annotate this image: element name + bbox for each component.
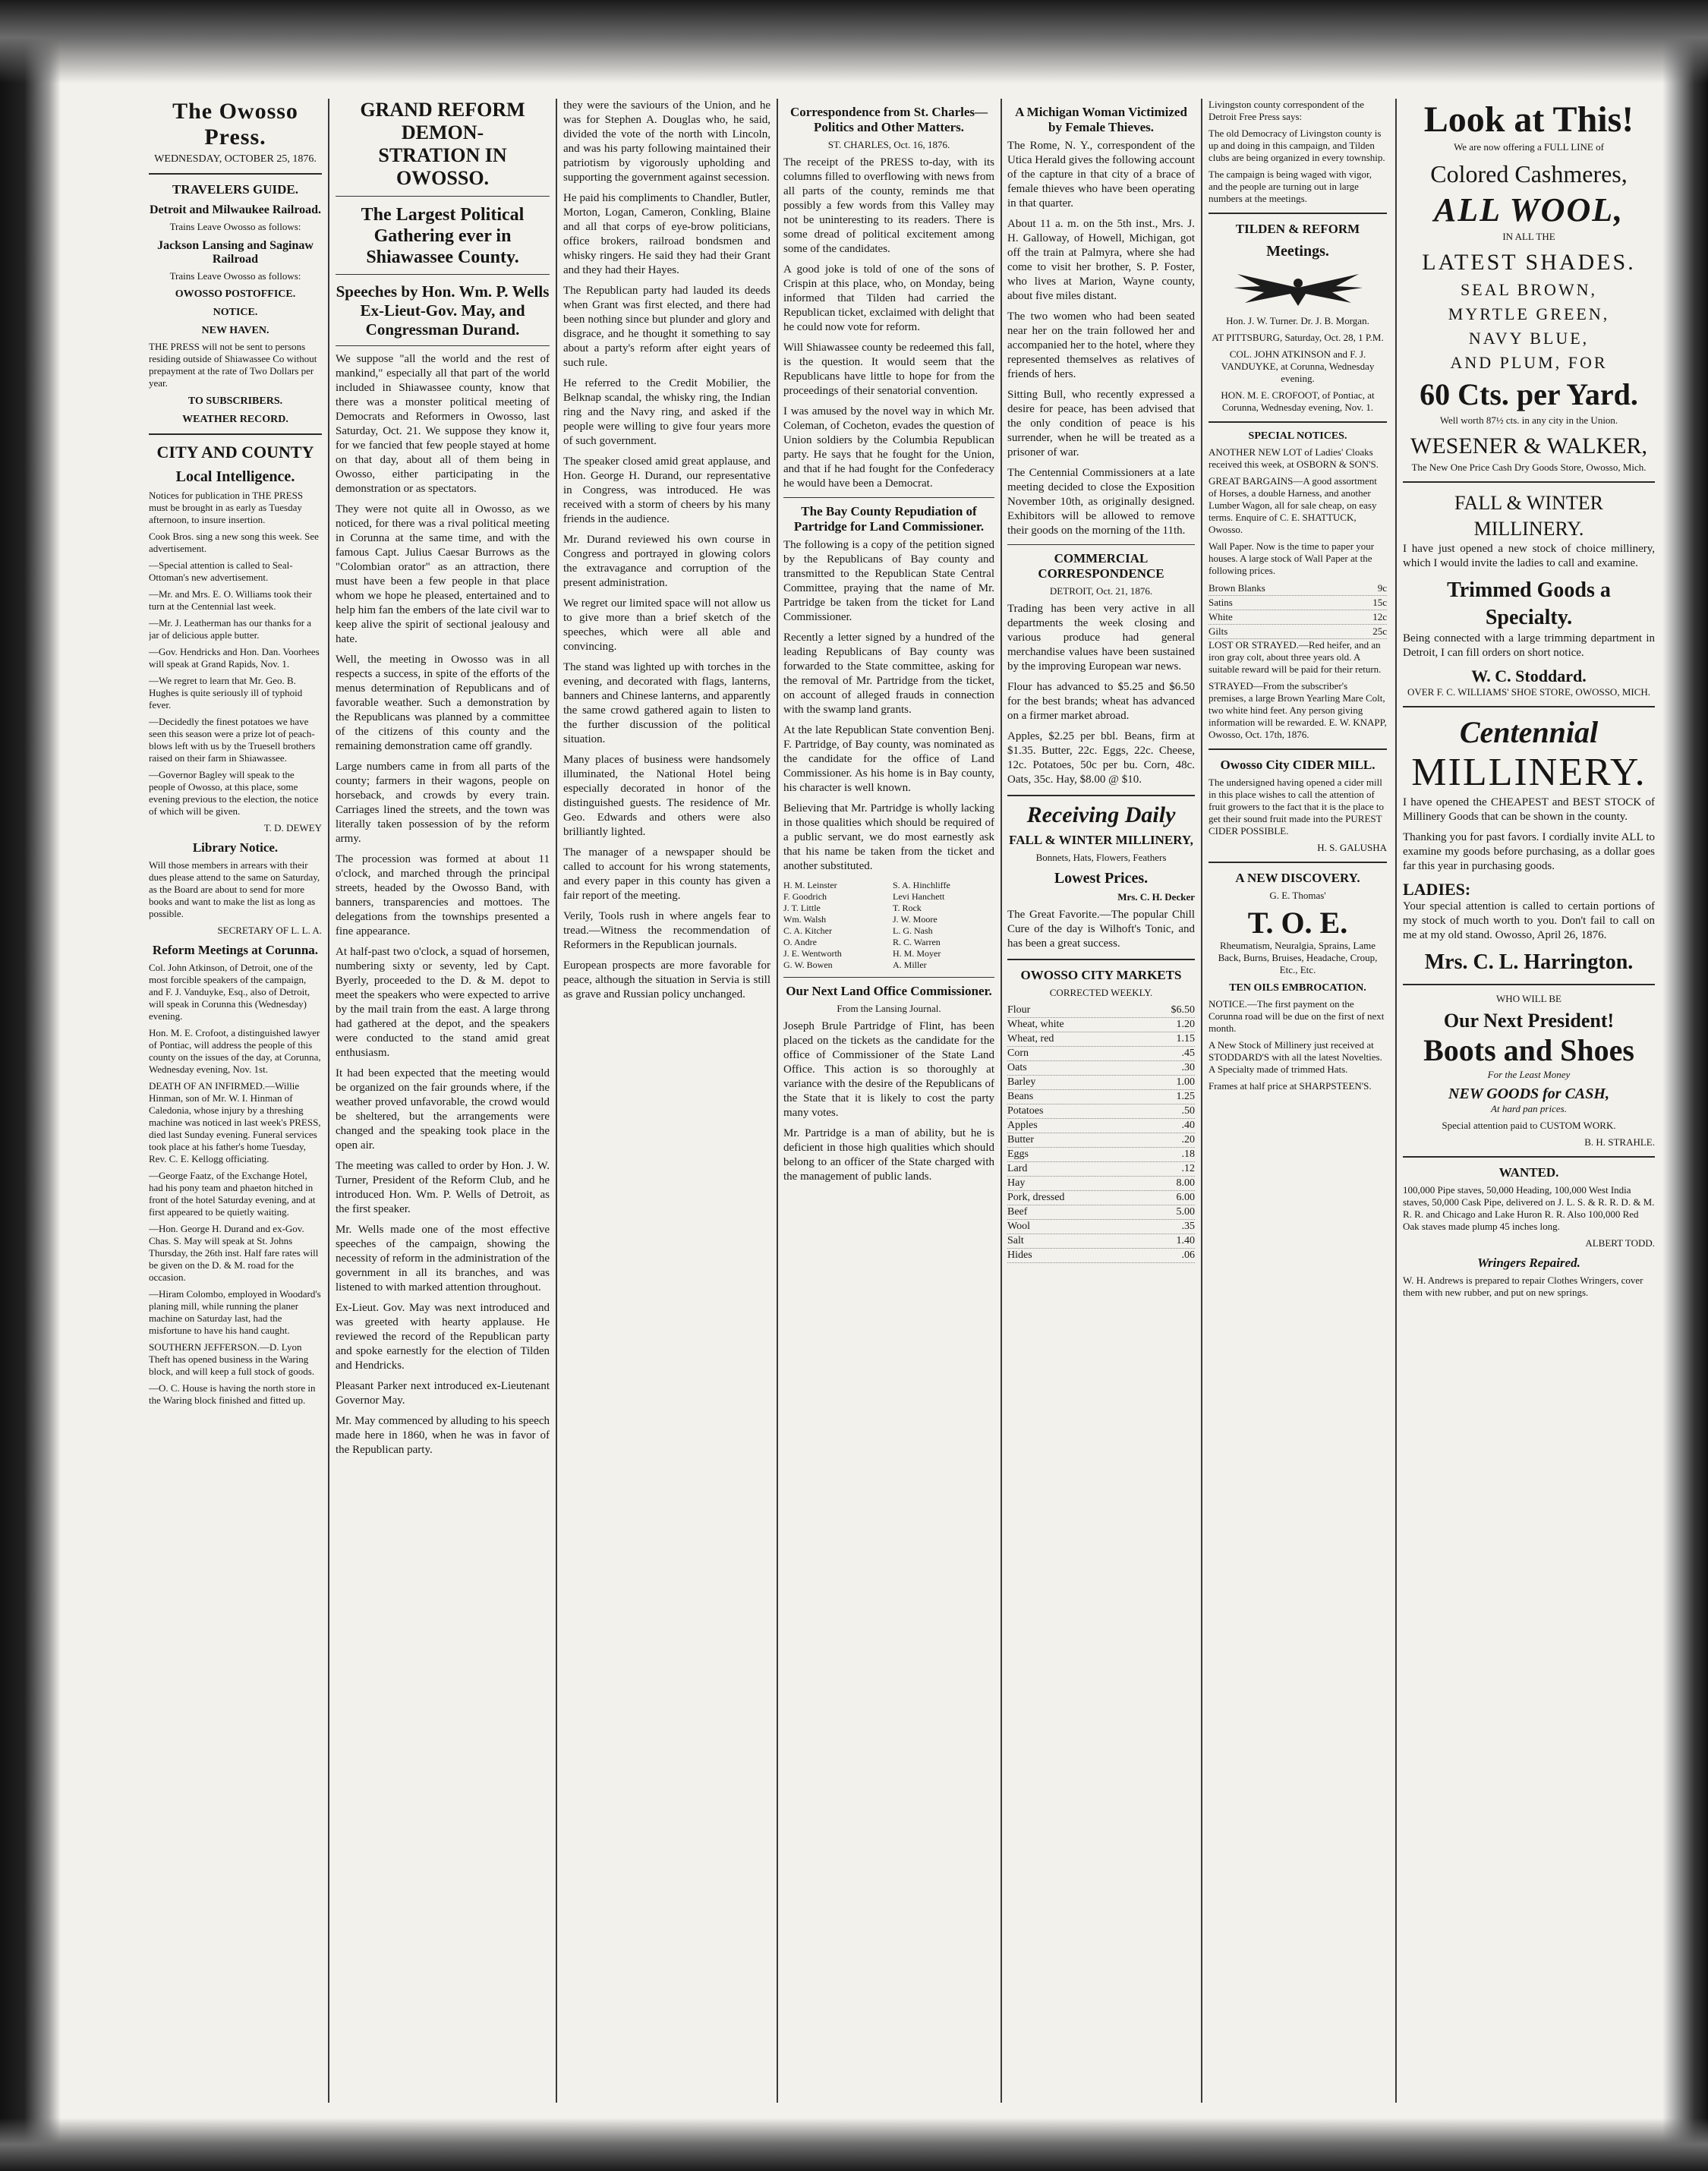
color-option: SEAL BROWN,: [1460, 280, 1598, 299]
reform-heading: Reform Meetings at Corunna.: [152, 943, 319, 957]
millinery-heading: MILLINERY.: [1411, 751, 1647, 794]
market-row-price: .35: [1181, 1221, 1195, 1232]
dateline: ST. CHARLES, Oct. 16, 1876.: [827, 139, 950, 150]
market-row: [1007, 1047, 1195, 1061]
in-all-text: IN ALL THE: [1502, 231, 1555, 242]
article-deck-1: The Largest Political Gathering ever in Shiawassee County.: [361, 205, 525, 267]
special-notice: Wall Paper. Now is the time to paper your houses. A large stock of Wall Paper at the following prices.: [1209, 540, 1375, 576]
boots-sub: For the Least Money: [1487, 1069, 1571, 1080]
wallpaper-row-price: 12c: [1372, 611, 1387, 622]
travelers-guide-heading: TRAVELERS GUIDE.: [172, 182, 298, 197]
article-paragraph: He paid his compliments to Chandler, Butler, Morton, Logan, Cameron, Conkling, Blaine and all that corps of eye-brow politicians, office brokers, railroad bondsmen and whisky ringers. He said they had their Grant and they had their Hayes.: [563, 192, 770, 276]
signature-name: H. M. Moyer: [893, 948, 941, 959]
todd-signature: ALBERT TODD.: [1585, 1237, 1655, 1249]
livingston-note: Livingston county correspondent of the Detroit Free Press says:: [1209, 99, 1365, 122]
signature-name: J. T. Little: [783, 903, 821, 913]
market-row-label: Beans: [1007, 1091, 1034, 1102]
signature-name: C. A. Kitcher: [783, 925, 832, 936]
market-row-price: $6.50: [1171, 1004, 1195, 1016]
wallpaper-row: [1209, 625, 1387, 639]
market-row: [1007, 1148, 1195, 1162]
receiving-daily-heading: Receiving Daily: [1026, 802, 1176, 827]
page-scan-edge-right: [1662, 0, 1708, 2171]
special-notice: GREAT BARGAINS—A good assortment of Horses, a double Harness, and another Lumber Wagon, all for sale cheap, on easy terms. Enquire of C. E. SHATTUCK, Owosso.: [1209, 475, 1377, 535]
market-row-label: Hay: [1007, 1177, 1026, 1189]
boots-shoes-heading: Boots and Shoes: [1423, 1033, 1634, 1067]
all-wool-heading: ALL WOOL,: [1433, 191, 1624, 228]
receiving-items: Bonnets, Hats, Flowers, Feathers: [1035, 852, 1167, 863]
rail2-heading: Jackson Lansing and Saginaw Railroad: [157, 239, 314, 266]
local-heading: Local Intelligence.: [175, 468, 295, 485]
colombo-item: —Hiram Colombo, employed in Woodard's planing mill, while running the planer machine on Saturday last, had the misfortune to have his hand caught.: [149, 1288, 321, 1336]
article-paragraph: We suppose "all the world and the rest of mankind," especially all that part of the world included in Shiawassee county, know that there was a monster political meeting of Democrats and Reformers in Owosso, last Saturday, Oct. 21. We suppose they know it, for we fancied that few people stayed at home on that day, about all of them being in Owosso, either participating in the demonstration or as spectators.: [336, 353, 550, 495]
latest-shades-heading: LATEST SHADES.: [1422, 250, 1636, 275]
livingston-paragraph: The campaign is being waged with vigor, and the people are turning out in large numbers at the meetings.: [1209, 169, 1372, 204]
market-row: [1007, 1205, 1195, 1220]
market-row: [1007, 1104, 1195, 1119]
custom-text: Special attention paid to CUSTOM WORK.: [1442, 1120, 1616, 1131]
subscribers-heading: TO SUBSCRIBERS.: [188, 395, 283, 407]
article-paragraph: they were the saviours of the Union, and he was for Stephen A. Douglas who, he said, divided the vote of the north with Lincoln, and was his party following maintained their patriotism by vigorously upholding and supporting the government against secession.: [563, 99, 770, 184]
wallpaper-row-price: 15c: [1372, 597, 1387, 608]
market-row: [1007, 1249, 1195, 1263]
article-paragraph: The Rome, N. Y., correspondent of the Utica Herald gives the following account of the capture in that city of a brace of female thieves who have been operating in that quarter.: [1007, 140, 1195, 210]
masthead-title: The Owosso Press.: [172, 99, 298, 150]
article-paragraph: Believing that Mr. Partridge is wholly lacking in those qualities which should be required of a public servant, we do most earnestly ask that his name be taken from the ticket and another substituted.: [783, 802, 994, 872]
article-paragraph: The following is a copy of the petition signed by the Republicans of Bay county and transmitted to the Republican State Central Committee, praying that the name of Mr. Partridge be taken from the ticket for Land Commissioner.: [783, 539, 994, 623]
article-paragraph: Pleasant Parker next introduced ex-Lieutenant Governor May.: [336, 1380, 550, 1407]
market-row-price: 1.00: [1176, 1076, 1195, 1088]
market-row-label: Lard: [1007, 1163, 1028, 1174]
look-at-this-heading: Look at This!: [1423, 99, 1634, 140]
notice-text: NOTICE.—The first payment on the Corunna road will be due on the first of next month.: [1209, 998, 1385, 1034]
signature-name: A. Miller: [893, 959, 927, 970]
markets-heading: OWOSSO CITY MARKETS: [1020, 968, 1182, 982]
divider: [336, 274, 550, 275]
commercial-paragraph: Apples, $2.25 per bbl. Beans, firm at $1.35. Butter, 22c. Eggs, 22c. Cheese, 12c. Potatoes, 50c per bu. Corn, 48c. Oats, 35c. Hay, $8.00 @ $10.: [1007, 730, 1195, 786]
column-4: [783, 99, 994, 2103]
wallpaper-row-price: 9c: [1377, 582, 1387, 594]
column-7-advertisements: [1403, 99, 1655, 2103]
column-5: [1007, 99, 1195, 2103]
divider: [1209, 213, 1387, 214]
divider: [1209, 421, 1387, 423]
market-row: [1007, 1004, 1195, 1018]
article-paragraph: Large numbers came in from all parts of the county; farmers in their wagons, people on horseback, and crowds by every train. Carriages lined the streets, and the town was literally taken possession of by the reform army.: [336, 761, 550, 845]
market-row: [1007, 1018, 1195, 1032]
meeting-item: COL. JOHN ATKINSON and F. J. VANDUYKE, at Corunna, Wednesday evening.: [1221, 348, 1375, 384]
market-row: [1007, 1162, 1195, 1177]
signature-name: G. W. Bowen: [783, 959, 833, 970]
wanted-heading: WANTED.: [1498, 1165, 1559, 1180]
market-row-price: 1.15: [1176, 1033, 1195, 1045]
frames-text: Frames at half price at SHARPSTEEN'S.: [1209, 1080, 1372, 1092]
ladies-text: Your special attention is called to certain portions of my stock of much worth to you. Don't fail to call on me at my old stand. Owosso, April 26, 1876.: [1403, 900, 1655, 941]
article-paragraph: The speaker closed amid great applause, and Hon. George H. Durand, our representative in Congress, was introduced. He was received with a storm of cheers by his many friends in the audience.: [563, 455, 770, 525]
local-item: —Mr. J. Leatherman has our thanks for a jar of delicious apple butter.: [149, 617, 312, 641]
divider: [336, 196, 550, 197]
divider: [1007, 544, 1195, 545]
market-row-price: 5.00: [1176, 1206, 1195, 1218]
library-signature: SECRETARY OF L. L. A.: [217, 925, 322, 936]
signature-name: J. W. Moore: [893, 914, 938, 925]
signature-name: R. C. Warren: [893, 937, 941, 947]
signature-name: O. Andre: [783, 937, 817, 947]
article-paragraph: The Republican party had lauded its deeds when Grant was first elected, and there had been nothing since but plunder and glory and disgrace, and he thought it something to say about a party's reform after eight years of such rule.: [563, 285, 770, 369]
commercial-paragraph: Flour has advanced to $5.25 and $6.50 for the best brands; wheat has advanced on a firmer market abroad.: [1007, 681, 1195, 722]
market-row-label: Beef: [1007, 1206, 1028, 1218]
signature-name: L. G. Nash: [893, 925, 933, 936]
worth-text: Well worth 87½ cts. in any city in the Union.: [1439, 414, 1618, 426]
tilden-heading: TILDEN & REFORM: [1235, 222, 1360, 236]
wallpaper-row-label: Gilts: [1209, 625, 1228, 637]
article-paragraph: Joseph Brule Partridge of Flint, has been placed on the tickets as the candidate for the office of Commissioner of the State Land Office. This action is so thoroughly at variance with the desire of the Republicans of the State that it is likely to cost the party many votes.: [783, 1020, 994, 1119]
next-president-heading: Our Next President!: [1443, 1010, 1615, 1032]
new-goods-heading: NEW GOODS for CASH,: [1448, 1086, 1609, 1102]
signature-name: F. Goodrich: [783, 891, 827, 902]
divider: [1007, 795, 1195, 796]
price-heading: 60 Cts. per Yard.: [1420, 377, 1638, 411]
market-row: [1007, 1076, 1195, 1090]
wallpaper-row-label: White: [1209, 611, 1233, 622]
article-paragraph: I was amused by the novel way in which Mr. Coleman, of Cocheton, evades the question of Union soldiers by the Columbia Republican party. He says that he fought for the Union, and that if he had fought for the Confederacy he would have been a Democrat.: [783, 405, 994, 490]
wallpaper-row-label: Satins: [1209, 597, 1233, 608]
toe-logo: T. O. E.: [1247, 906, 1348, 940]
article-paragraph: Well, the meeting in Owosso was in all respects a success, in spite of the efforts of the menus determination of Republicans and of favorable weather. Such a demonstration by the Republicans was planned by a committee of the citizens of this county and the remaining demonstration came off grandly.: [336, 654, 550, 752]
article-paragraph: Ex-Lieut. Gov. May was next introduced and was greeted with hearty applause. He reviewed the record of the Republican party and spoke earnestly for the election of Tilden and Hendricks.: [336, 1302, 550, 1372]
divider: [1403, 984, 1655, 985]
column-1: [149, 99, 322, 2103]
market-row-price: .12: [1181, 1163, 1195, 1174]
article-paragraph: The two women who had been seated near her on the train followed her and accompanied her to the hotel, where they represented themselves as relatives of friends of hers.: [1007, 310, 1195, 380]
market-row: [1007, 1032, 1195, 1047]
toe-list: Rheumatism, Neuralgia, Sprains, Lame Back, Burns, Bruises, Headache, Croup, Etc., Etc.: [1218, 940, 1378, 975]
article-paragraph: He referred to the Credit Mobilier, the Belknap scandal, the whisky ring, the Indian ring and the Navy ring, and asked if the people were willing to give four years more of such government.: [563, 377, 770, 447]
market-row-label: Corn: [1007, 1048, 1029, 1059]
article-paragraph: European prospects are more favorable for peace, although the situation in Servia is still as grave and Russian policy unchanged.: [563, 959, 770, 1000]
divider: [1403, 481, 1655, 483]
article-heading: Correspondence from St. Charles—Politics and Other Matters.: [789, 105, 988, 134]
market-row: [1007, 1220, 1195, 1234]
market-row-label: Wool: [1007, 1221, 1030, 1232]
market-row: [1007, 1234, 1195, 1249]
special-notice: STRAYED—From the subscriber's premises, a large Brown Yearling Mare Colt, two white hind feet. Any person giving information will be rewarded. E. W. KNAPP, Owosso, Oct. 17th, 1876.: [1209, 680, 1387, 740]
library-heading: Library Notice.: [192, 840, 279, 855]
commercial-paragraph: Trading has been very active in all departments the week closing and various produce had general merchandise values have been sustained by the improving European war news.: [1007, 603, 1195, 673]
masthead-date: WEDNESDAY, OCTOBER 25, 1876.: [154, 153, 317, 165]
market-row-label: Eggs: [1007, 1149, 1029, 1160]
signature-name: Wm. Walsh: [783, 914, 827, 925]
color-option: MYRTLE GREEN,: [1448, 304, 1610, 323]
article-paragraph: Verily, Tools rush in where angels fear to tread.—Witness the recommendation of Reformers in the Republican journals.: [563, 910, 770, 951]
article-paragraph: The meeting was called to order by Hon. J. W. Turner, President of the Reform Club, and he introduced Hon. Wm. P. Wells of Detroit, as the first speaker.: [336, 1160, 550, 1215]
market-row: [1007, 1061, 1195, 1076]
markets-list: [1007, 1004, 1195, 1263]
market-row-price: .18: [1181, 1149, 1195, 1160]
local-item: —Gov. Hendricks and Hon. Dan. Voorhees will speak at Grand Rapids, Nov. 1.: [149, 646, 320, 670]
firm-sub: The New One Price Cash Dry Goods Store, Owosso, Mich.: [1411, 462, 1647, 473]
commercial-date: DETROIT, Oct. 21, 1876.: [1049, 585, 1153, 597]
local-item: —Mr. and Mrs. E. O. Williams took their turn at the Centennial last week.: [149, 588, 312, 612]
meeting-item: AT PITTSBURG, Saturday, Oct. 28, 1 P.M.: [1212, 332, 1384, 343]
market-row-label: Apples: [1007, 1120, 1038, 1131]
commercial-heading: COMMERCIAL CORRESPONDENCE: [1038, 551, 1164, 581]
market-row-label: Wheat, white: [1007, 1019, 1064, 1030]
article-paragraph: Mr. Durand reviewed his own course in Congress and portrayed in glowing colors the extravagance and corruption of the present administration.: [563, 534, 770, 589]
favorite-paragraph: The Great Favorite.—The popular Chill Cure of the day is Wilhoft's Tonic, and has been a great success.: [1007, 909, 1195, 950]
article-paragraph: We regret our limited space will not allow us to give more than a brief sketch of the speeches, which were all able and convincing.: [563, 597, 770, 653]
wringers-text: W. H. Andrews is prepared to repair Clothes Wringers, cover them with new rubber, and put on new springs.: [1403, 1275, 1643, 1298]
article-paragraph: It had been expected that the meeting would be organized on the fair grounds where, if the weather proved unfavorable, the crowd would be sheltered, but the arrangements were changed and the speaking took place in the open air.: [336, 1067, 550, 1152]
local-items: [149, 490, 322, 834]
article-paragraph: Mr. May commenced by alluding to his speech made here in 1860, when he was in favor of the Republican party.: [336, 1415, 550, 1456]
page-scan-edge-bottom: [0, 2118, 1708, 2171]
page-scan-edge-left: [0, 0, 61, 2171]
market-row-price: .30: [1181, 1062, 1195, 1073]
article-heading: A Michigan Woman Victimized by Female Thieves.: [1015, 105, 1187, 134]
article-heading: Our Next Land Office Commissioner.: [786, 984, 992, 998]
divider: [1209, 748, 1387, 750]
press-note: THE PRESS will not be sent to persons residing outside of Shiawassee Co without prepayment at the rate of Two Dollars per year.: [149, 341, 317, 389]
page-scan-edge-top: [0, 0, 1708, 84]
library-text: Will those members in arrears with their dues please attend to the same on Saturday, as the Board are about to send for more books and want to make the list as long as possible.: [149, 859, 320, 919]
discovery-name: G. E. Thomas': [1269, 890, 1326, 901]
eagle-icon: [1230, 265, 1366, 310]
livingston-paragraph: The old Democracy of Livingston county is up and doing in this campaign, and Tilden clubs are being organized in every township.: [1209, 128, 1385, 163]
centennial-heading: Centennial: [1459, 715, 1599, 749]
wallpaper-row: [1209, 596, 1387, 610]
rail1-text: Trains Leave Owosso as follows:: [169, 221, 301, 232]
wallpaper-row-label: Brown Blanks: [1209, 582, 1265, 594]
wallpaper-row-price: 25c: [1372, 625, 1387, 637]
city-county-heading: CITY AND COUNTY: [156, 443, 314, 462]
reform-text-2: Hon. M. E. Crofoot, a distinguished lawyer of Pontiac, will address the people of this county on the issues of the day, at Corunna, Wednesday evening, Nov. 1st.: [149, 1027, 321, 1075]
market-row-label: Hides: [1007, 1249, 1032, 1261]
cashmere-heading: Colored Cashmeres,: [1430, 160, 1628, 187]
column-rule: [1201, 99, 1202, 2103]
article-paragraph: The stand was lighted up with torches in the evening, and decorated with flags, lanterns, banners and Chinese lanterns, and apparently the same crowd gathered again to listen to the further discussion of the political situation.: [563, 661, 770, 745]
divider: [1209, 862, 1387, 863]
market-row-price: .45: [1181, 1048, 1195, 1059]
strahle-signature: B. H. STRAHLE.: [1584, 1136, 1655, 1148]
fall-winter-text: I have just opened a new stock of choice millinery, which I would invite the ladies to call and examine.: [1403, 543, 1655, 569]
fall-winter-heading: FALL & WINTER MILLINERY.: [1454, 492, 1603, 540]
market-row-label: Potatoes: [1007, 1105, 1044, 1117]
column-rule: [1001, 99, 1002, 2103]
local-item: Cook Bros. sing a new song this week. See advertisement.: [149, 531, 319, 554]
article-paragraph: A good joke is told of one of the sons of Crispin at this place, who, on Monday, being informed that Tilden had carried the Republican ticket, exclaimed with delight that he could now vote for reform.: [783, 263, 994, 333]
article-paragraph: About 11 a. m. on the 5th inst., Mrs. J. H. Galloway, of Howell, Michigan, got off the train at Palmyra, where she had come to visit her brother, S. P. Foster, who lives at Marion, Wayne county, about five miles distant.: [1007, 218, 1195, 302]
color-option: AND PLUM, FOR: [1450, 353, 1608, 372]
color-option: NAVY BLUE,: [1468, 329, 1590, 348]
weather-heading: WEATHER RECORD.: [182, 414, 288, 425]
market-row-label: Butter: [1007, 1134, 1034, 1145]
special-notices-heading: SPECIAL NOTICES.: [1248, 430, 1347, 442]
house-item: —O. C. House is having the north store in the Waring block finished and fitted up.: [149, 1382, 316, 1406]
market-row-price: .40: [1181, 1120, 1195, 1131]
faatz-item: —George Faatz, of the Exchange Hotel, had his pony team and phaeton hitched in front of the hotel Saturday evening, and at first appeared to be quietly waiting.: [149, 1170, 316, 1218]
signature-name: S. A. Hinchliffe: [893, 880, 950, 890]
signature-name: Levi Hanchett: [893, 891, 945, 902]
column-2: [336, 99, 550, 2103]
centennial-text: Thanking you for past favors. I cordially invite ALL to examine my goods before purchasing, as a dollar goes far this year in purchasing goods.: [1403, 831, 1655, 872]
divider: [783, 497, 994, 498]
embrocation-heading: TEN OILS EMBROCATION.: [1229, 982, 1366, 994]
market-row: [1007, 1177, 1195, 1191]
article-paragraph: Will Shiawassee county be redeemed this fall, is the question. It would seem that the Republicans have little to hope for from the proceedings of their senatorial convention.: [783, 342, 994, 397]
ladies-heading: LADIES:: [1403, 880, 1471, 899]
market-row-price: .20: [1181, 1134, 1195, 1145]
notice-heading: NOTICE.: [213, 307, 258, 318]
article-paragraph: Mr. Partridge is a man of ability, but he is deficient in those high qualities which should belong to an officer of the State charged with the management of public lands.: [783, 1127, 994, 1183]
stoddard-name: W. C. Stoddard.: [1471, 666, 1587, 685]
firm-name: WESENER & WALKER,: [1410, 433, 1647, 458]
article-paragraph: At the late Republican State convention Benj. F. Partridge, of Bay county, was nominated as the candidate for the office of Land Commissioner. As his home is in Bay county, his character is well known.: [783, 724, 994, 794]
local-item: —Governor Bagley will speak to the people of Owosso, at this place, some evening previous to the election, the notice of which will be given.: [149, 769, 319, 817]
jefferson-item: SOUTHERN JEFFERSON.—D. Lyon Theft has opened business in the Waring block, and will keep a full stock of goods.: [149, 1341, 315, 1377]
receiving-sub: FALL & WINTER MILLINERY,: [1009, 833, 1193, 847]
market-row-label: Pork, dressed: [1007, 1192, 1065, 1203]
lowest-prices: Lowest Prices.: [1054, 870, 1149, 887]
divider: [783, 977, 994, 978]
cider-text: The undersigned having opened a cider mill in this place wishes to call the attention of fruit growers to the fact that it is the place to get their sound fruit made into the PUREST CIDER POSSIBLE.: [1209, 777, 1385, 837]
market-row-label: Wheat, red: [1007, 1033, 1054, 1045]
article-paragraph: Many places of business were handsomely illuminated, the National Hotel being especially decorated in honor of the distinguished guests. The residence of Mr. Geo. Edwards and others were also brilliantly lighted.: [563, 754, 770, 838]
market-row: [1007, 1090, 1195, 1104]
article-paragraph: Sitting Bull, who recently expressed a desire for peace, has been advised that the only condition of peace is his surrender, when he will be treated as a prisoner of war.: [1007, 389, 1195, 458]
stoddard-address: OVER F. C. WILLIAMS' SHOE STORE, OWOSSO, MICH.: [1407, 686, 1651, 698]
local-item: Notices for publication in THE PRESS must be brought in as early as Tuesday afternoon, to insure insertion.: [149, 490, 304, 525]
wanted-text: 100,000 Pipe staves, 50,000 Heading, 100,000 West India staves, 50,000 Cask Pipe, delivered on J. L. S. & R. R. D. & M. R. R. and Chicago and Lake Huron R. R. Also 100,000 Red Oak staves made plump 45 inches long.: [1403, 1184, 1655, 1232]
cider-signature: H. S. GALUSHA: [1317, 842, 1387, 853]
discovery-heading: A NEW DISCOVERY.: [1235, 871, 1360, 885]
market-row-price: 1.40: [1176, 1235, 1195, 1246]
death-notice: DEATH OF AN INFIRMED.—Willie Hinman, son of Mr. W. I. Hinman of Caledonia, whose injury by a threshing machine was noticed in last week's PRESS, died last Sunday evening. Funeral services took place at his father's home Tuesday, Rev. C. E. Kellogg officiating.: [149, 1080, 321, 1164]
article-paragraph: They were not quite all in Owosso, as we noticed, for there was a rival political meeting in Corunna at the same time, and with the famous Capt. Julius Caesar Burrows as the "Colombian orator" as an attraction, there must have been a few people in that place whom we hope he pleased, entertained and to help him fan the embers of the late civil war to keep alive the spirit of sectional jealousy and hate.: [336, 503, 550, 645]
centennial-text: I have opened the CHEAPEST and BEST STOCK of Millinery Goods that can be shown in the county.: [1403, 796, 1655, 823]
divider: [149, 433, 322, 435]
market-row-label: Barley: [1007, 1076, 1036, 1088]
market-row: [1007, 1119, 1195, 1133]
local-item: —Special attention is called to Seal-Ottoman's new advertisement.: [149, 559, 293, 583]
article-paragraph: The procession was formed at about 11 o'clock, and marched through the principal streets, headed by the Owosso Band, with banners, transparencies and mottoes. The delegations from the townships presented a fine appearance.: [336, 853, 550, 937]
wringers-heading: Wringers Repaired.: [1477, 1256, 1580, 1270]
wallpaper-row: [1209, 581, 1387, 596]
divider: [1007, 959, 1195, 960]
reform-text: Col. John Atkinson, of Detroit, one of the most forcible speakers of the campaign, and F. J. Vanduyke, Esq., also of Detroit, will speak in Corunna this (Wednesday) evening.: [149, 962, 313, 1022]
article-paragraph: At half-past two o'clock, a squad of horsemen, numbering sixty or seventy, led by Capt. Byerly, proceeded to the D. & M. depot to meet the speakers who were expected to arrive by the mail train from the east. A large throng had gathered at the depot, and the speakers were conducted to the stand amid great enthusiasm.: [336, 946, 550, 1059]
durand-item: —Hon. George H. Durand and ex-Gov. Chas. S. May will speak at St. Johns Thursday, the 26th inst. Half fare rates will be given on the D. & M. road for the occasion.: [149, 1223, 319, 1283]
trimmed-text: Being connected with a large trimming department in Detroit, I can fill orders on short notice.: [1403, 632, 1655, 659]
divider: [336, 345, 550, 346]
meeting-item: Hon. J. W. Turner. Dr. J. B. Morgan.: [1226, 315, 1369, 326]
article-heading: The Bay County Repudiation of Partridge for Land Commissioner.: [793, 504, 985, 534]
harrington-name: Mrs. C. L. Harrington.: [1424, 950, 1634, 974]
article-title-line-1: GRAND REFORM DEMON-: [360, 99, 525, 143]
signature-name: H. M. Leinster: [783, 880, 837, 890]
article-paragraph: Recently a letter signed by a hundred of the leading Republicans of Bay county was forwarded to the State committee, asking for the removal of Mr. Partridge from the ticket, on account of alleged frauds in connection with the swamp land grants.: [783, 632, 994, 716]
article-title-line-2: STRATION IN OWOSSO.: [378, 144, 507, 189]
local-signature: T. D. DEWEY: [263, 822, 322, 833]
new-stock-text: A New Stock of Millinery just received at STODDARD'S with all the latest Novelties. A Specialty made of trimmed Hats.: [1209, 1039, 1382, 1075]
wallpaper-row: [1209, 610, 1387, 625]
special-notice: ANOTHER NEW LOT of Ladies' Cloaks received this week, at OSBORN & SON'S.: [1209, 446, 1379, 470]
article-paragraph: Mr. Wells made one of the most effective speeches of the campaign, showing the necessity of reform in the administration of the government in all its branches, and was listened to with marked attention throughout.: [336, 1224, 550, 1293]
trimmed-heading: Trimmed Goods a Specialty.: [1447, 578, 1611, 629]
market-row-price: 8.00: [1176, 1177, 1195, 1189]
market-row-price: .50: [1181, 1105, 1195, 1117]
postoffice-heading: OWOSSO POSTOFFICE.: [175, 288, 296, 300]
article-paragraph: The Centennial Commissioners at a late meeting decided to close the Exposition November 10th, as originally designed. Exhibitors will be allowed to remove their goods on the morning of the 11th.: [1007, 467, 1195, 537]
signature-name: T. Rock: [893, 903, 922, 913]
local-item: —Decidedly the finest potatoes we have seen this season were a prize lot of peach-blows left with us by the Truesell brothers raised on their farm in Shiawassee.: [149, 716, 316, 764]
column-6: [1209, 99, 1387, 2103]
article-paragraph: The receipt of the PRESS to-day, with its columns filled to overflowing with news from all parts of the county, reminds me that possibly a few words from this Valley may not be uninteresting to its readers. There is some dread of political excitement among some of the candidates.: [783, 156, 994, 255]
column-rule: [1395, 99, 1397, 2103]
meeting-item: HON. M. E. CROFOOT, of Pontiac, at Corunna, Wednesday evening, Nov. 1.: [1221, 389, 1375, 413]
rail2-text: Trains Leave Owosso as follows:: [169, 270, 301, 282]
article-paragraph: The manager of a newspaper should be called to account for his wrong statements, and every paper in this county has given a fair report of the meeting.: [563, 846, 770, 902]
newhaven-heading: NEW HAVEN.: [201, 325, 269, 336]
signatures-list: [783, 880, 994, 971]
article-deck-2: Speeches by Hon. Wm. P. Wells Ex-Lieut-Gov. May, and Congressman Durand.: [336, 282, 550, 339]
markets-sub: CORRECTED WEEKLY.: [1049, 987, 1153, 998]
rail1-heading: Detroit and Milwaukee Railroad.: [149, 203, 322, 216]
market-row-price: 1.25: [1176, 1091, 1195, 1102]
local-item: —We regret to learn that Mr. Geo. B. Hughes is quite seriously ill of typhoid fever.: [149, 675, 303, 711]
cider-heading: Owosso City CIDER MILL.: [1220, 758, 1376, 772]
divider: [1403, 706, 1655, 707]
source-credit: From the Lansing Journal.: [837, 1003, 941, 1014]
column-rule: [328, 99, 329, 2103]
market-row-price: 1.20: [1176, 1019, 1195, 1030]
market-row-price: .06: [1181, 1249, 1195, 1261]
meetings-heading: Meetings.: [1266, 243, 1329, 260]
special-notice: LOST OR STRAYED.—Red heifer, and an iron gray colt, about three years old. A suitable reward will be paid for their return.: [1209, 639, 1382, 675]
hard-pan-text: At hard pan prices.: [1491, 1103, 1567, 1114]
divider: [149, 173, 322, 175]
offer-text: We are now offering a FULL LINE of: [1454, 141, 1604, 153]
wallpaper-price-list: [1209, 581, 1387, 639]
market-row: [1007, 1133, 1195, 1148]
column-rule: [777, 99, 778, 2103]
market-row-label: Oats: [1007, 1062, 1027, 1073]
market-row: [1007, 1191, 1195, 1205]
divider: [1403, 1156, 1655, 1158]
decker-signature: Mrs. C. H. Decker: [1117, 891, 1195, 903]
who-text: WHO WILL BE: [1496, 993, 1561, 1004]
column-3: [563, 99, 770, 2103]
signature-name: J. E. Wentworth: [783, 948, 842, 959]
market-row-label: Flour: [1007, 1004, 1031, 1016]
market-row-label: Salt: [1007, 1235, 1024, 1246]
market-row-price: 6.00: [1176, 1192, 1195, 1203]
column-rule: [556, 99, 557, 2103]
